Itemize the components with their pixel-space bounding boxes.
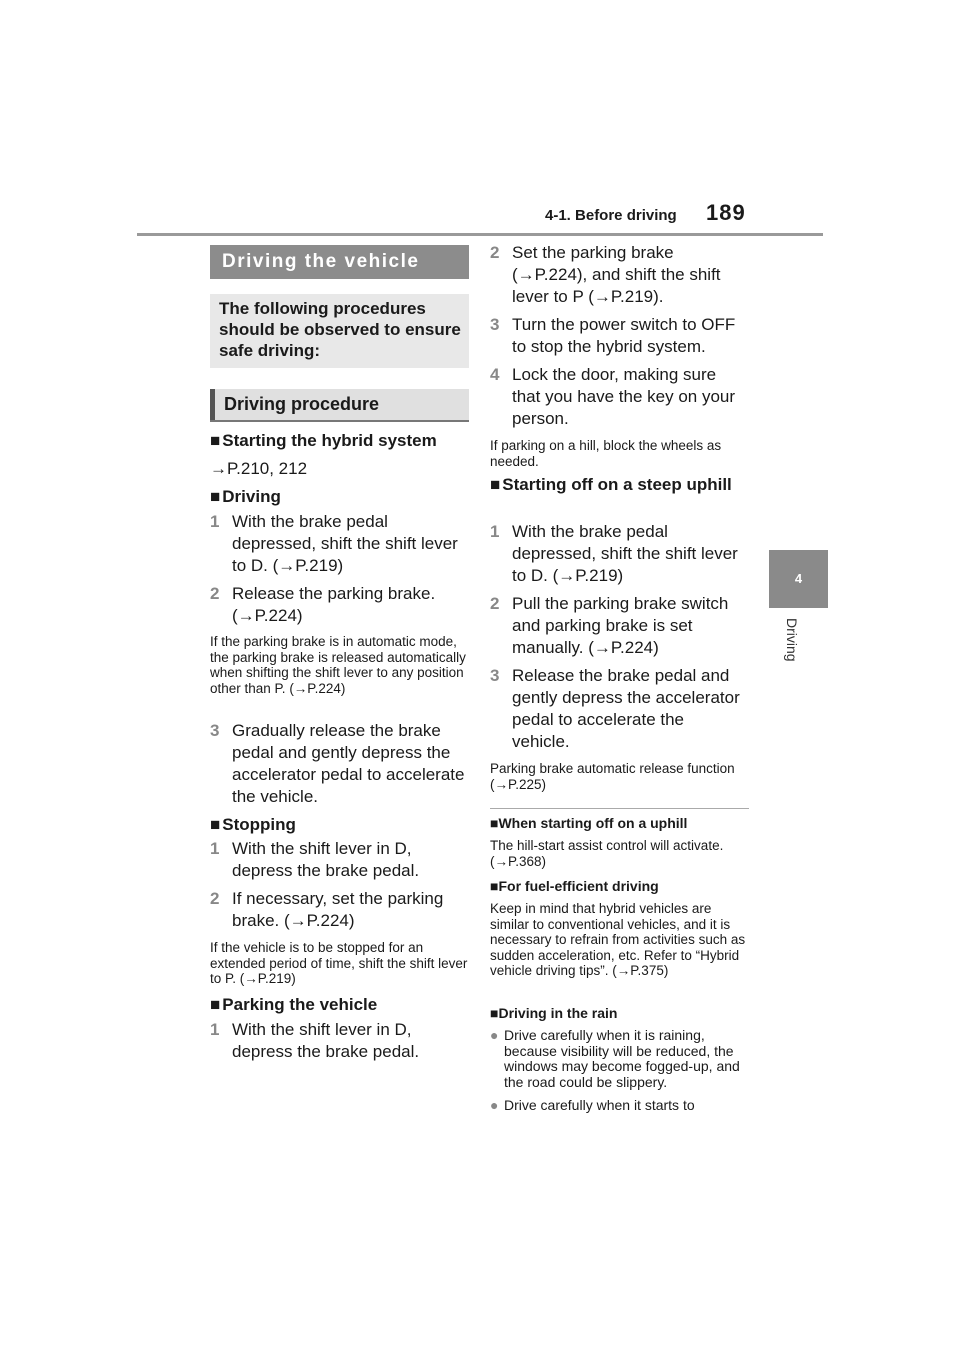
notes-divider bbox=[490, 808, 749, 809]
square-bullet-icon: ■ bbox=[210, 995, 221, 1014]
note-text-fuel: Keep in mind that hybrid vehicles are similar to conventional vehicles, and it is necessary to refrain from activities such as sudden acceleration, etc. Refer to “Hybrid vehicle driving tips”. (→P.375) bbox=[490, 901, 746, 978]
parking-step-2: 2 Set the parking brake (→P.224), and shift the shift lever to P (→P.219). bbox=[490, 243, 721, 306]
driving-note: If the parking brake is in automatic mode, the parking brake is released automatically when shifting the shift lever to any position other than P. (→P.224) bbox=[210, 634, 466, 696]
section-title: 4-1. Before driving bbox=[545, 207, 677, 224]
square-bullet-icon: ■ bbox=[210, 431, 221, 450]
stopping-note: If the vehicle is to be stopped for an extended period of time, shift the shift lever to P. (→P.219) bbox=[210, 940, 468, 986]
note-heading-rain: ■Driving in the rain bbox=[490, 1005, 618, 1021]
subsection-heading: Driving procedure bbox=[210, 389, 469, 421]
stopping-step-2: 2 If necessary, set the parking brake. (→P.224) bbox=[210, 889, 444, 930]
note-heading-uphill: ■When starting off on a uphill bbox=[490, 815, 688, 831]
rain-bullet-1: ● Drive carefully when it is raining, because visibility will be reduced, the windows may become fogged-up, and the road could be slippery. bbox=[490, 1027, 740, 1090]
intro-box: The following procedures should be observed to ensure safe driving: bbox=[210, 294, 469, 368]
square-bullet-icon: ■ bbox=[490, 475, 501, 494]
parking-heading: ■ Parking the vehicle bbox=[210, 995, 378, 1014]
parking-step-4: 4 Lock the door, making sure that you have the key on your person. bbox=[490, 365, 736, 428]
stopping-step-1: 1 With the shift lever in D, depress the brake pedal. bbox=[210, 839, 420, 880]
note-text-uphill: The hill-start assist control will activate. (→P.368) bbox=[490, 838, 724, 869]
square-bullet-icon: ■ bbox=[210, 487, 221, 506]
driving-step-3: 3 Gradually release the brake pedal and gently depress the accelerator pedal to accelerate the vehicle. bbox=[210, 721, 465, 806]
uphill-note: Parking brake automatic release function (→P.225) bbox=[490, 761, 735, 792]
uphill-heading: ■ Starting off on a steep uphill bbox=[490, 475, 732, 494]
parking-note: If parking on a hill, block the wheels as needed. bbox=[490, 438, 722, 469]
uphill-step-3: 3 Release the brake pedal and gently depress the accelerator pedal to accelerate the vehicle. bbox=[490, 666, 740, 751]
parking-step-3: 3 Turn the power switch to OFF to stop the hybrid system. bbox=[490, 315, 736, 356]
parking-step-1: 1 With the shift lever in D, depress the brake pedal. bbox=[210, 1020, 420, 1061]
driving-heading: ■ Driving bbox=[210, 487, 281, 506]
driving-step-1: 1 With the brake pedal depressed, shift the shift lever to D. (→P.219) bbox=[210, 512, 458, 575]
starting-ref-link[interactable]: →P.210, 212 bbox=[210, 459, 308, 478]
header-divider bbox=[137, 233, 823, 236]
rain-bullet-2: ● Drive carefully when it starts to bbox=[490, 1097, 695, 1113]
page-number: 189 bbox=[706, 200, 746, 225]
uphill-step-1: 1 With the brake pedal depressed, shift the shift lever to D. (→P.219) bbox=[490, 522, 738, 585]
square-bullet-icon: ■ bbox=[490, 878, 499, 894]
square-bullet-icon: ■ bbox=[490, 815, 499, 831]
circle-bullet-icon: ● bbox=[490, 1097, 499, 1113]
chapter-tab[interactable]: 4 bbox=[769, 550, 828, 608]
square-bullet-icon: ■ bbox=[490, 1005, 499, 1021]
stopping-heading: ■ Stopping bbox=[210, 815, 296, 834]
circle-bullet-icon: ● bbox=[490, 1027, 499, 1043]
subsection-divider bbox=[210, 420, 469, 422]
square-bullet-icon: ■ bbox=[210, 815, 221, 834]
driving-step-2: 2 Release the parking brake. (→P.224) bbox=[210, 584, 436, 625]
chapter-label: Driving bbox=[784, 618, 800, 662]
uphill-step-2: 2 Pull the parking brake switch and parking brake is set manually. (→P.224) bbox=[490, 594, 729, 657]
starting-heading: ■ Starting the hybrid system bbox=[210, 431, 437, 450]
note-heading-fuel: ■For fuel-efficient driving bbox=[490, 878, 659, 894]
section-heading: Driving the vehicle bbox=[210, 245, 469, 279]
